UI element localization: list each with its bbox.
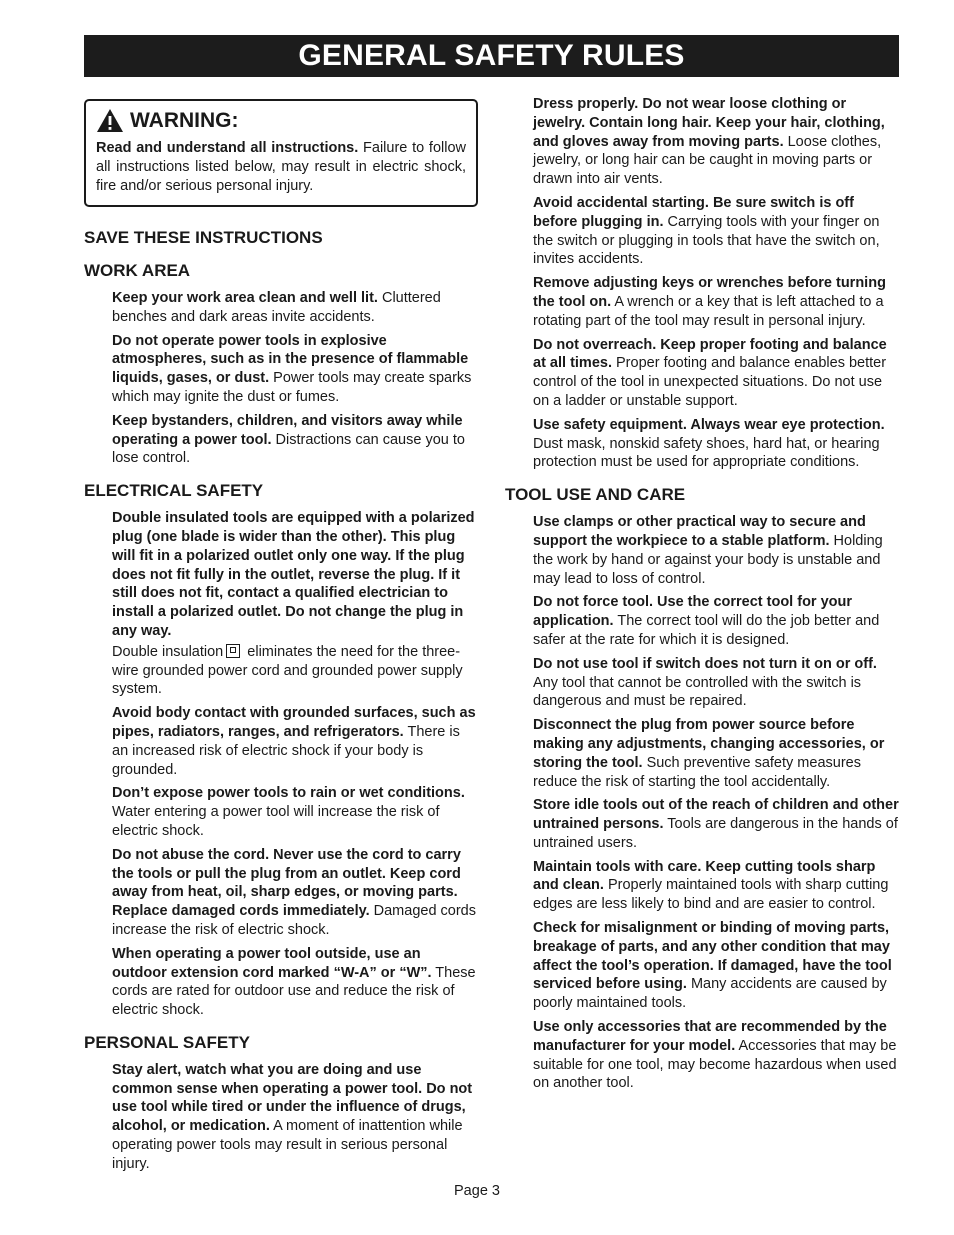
warning-triangle-icon xyxy=(96,108,124,133)
personal-safety-rule: Stay alert, watch what you are doing and use common sense when operating a power tool. Do not use tool while tired or under the influence of drugs, alcohol, or medication. A moment of inattention while operating power tools may result in serious personal injury. xyxy=(112,1061,473,1172)
electrical-rule: Avoid body contact with grounded surfaces, such as pipes, radiators, ranges, and refrigerators. There is an increased risk of electric shock if your body is grounded. xyxy=(112,705,476,778)
page-title: GENERAL SAFETY RULES xyxy=(84,35,899,77)
warning-bold-text: Read and understand all instructions. xyxy=(96,140,359,156)
personal-safety-rule: Avoid accidental starting. Be sure switch is off before plugging in. Carrying tools with your finger on the switch or plugging in tools that have the switch on, invites accidents. xyxy=(533,194,880,268)
tool-use-rule: Check for misalignment or binding of moving parts, breakage of parts, and any other condition that may affect the tool’s operation. If damaged, have the tool serviced before using. Many accidents are caused by poorly maintained tools. xyxy=(533,920,892,1012)
electrical-rule: Do not abuse the cord. Never use the cord to carry the tools or pull the plug from an outlet. Keep cord away from heat, oil, sharp edges, or moving parts. Replace damaged cords immediately. Damaged cords increase the risk of electric shock. xyxy=(112,846,476,938)
work-area-rule: Keep bystanders, children, and visitors away while operating a power tool. Distractions can cause you to lose control. xyxy=(112,412,465,467)
tool-use-rule: Store idle tools out of the reach of children and other untrained persons. Tools are dangerous in the hands of untrained users. xyxy=(533,797,899,851)
personal-safety-rules-left xyxy=(112,1061,478,1174)
work-area-heading: WORK AREA xyxy=(84,261,191,280)
electrical-safety-heading: ELECTRICAL SAFETY xyxy=(84,481,264,501)
tool-use-rule: Do not force tool. Use the correct tool for your application. The correct tool will do the job better and safer at the rate for which it is designed. xyxy=(533,594,880,648)
tool-use-rule: Use only accessories that are recommended by the manufacturer for your model. Accessories that may be suitable for one tool, may become hazardous when used on another tool. xyxy=(533,1019,897,1092)
warning-title: WARNING: xyxy=(130,108,239,132)
double-insulation-note: Double insulation eliminates the need for the three-wire grounded power cord and grounded power supply system. xyxy=(112,643,463,698)
work-area-rule: Do not operate power tools in explosive atmospheres, such as in the presence of flammable liquids, gases, or dust. Power tools may create sparks which may ignite the dust or fumes. xyxy=(112,332,472,405)
personal-safety-rule: Dress properly. Do not wear loose clothing or jewelry. Contain long hair. Keep your hair, clothing, and gloves away from moving parts. Loose clothes, jewelry, or long hair can be caught in moving parts or drawn into air vents. xyxy=(533,96,885,188)
right-column xyxy=(505,95,901,1098)
personal-safety-rule: Remove adjusting keys or wrenches before turning the tool on. A wrench or a key that is left attached to a rotating part of the tool may result in personal injury. xyxy=(533,275,886,329)
tool-use-rules xyxy=(533,513,901,1093)
double-insulated-rule: Double insulated tools are equipped with a polarized plug (one blade is wider than the other). This plug will fit in a polarized outlet only one way. If the plug does not fit fully in the outlet, reverse the plug. If it still does not fit, contact a qualified electrician to install a polarized outlet. Do not change the plug in any way. xyxy=(112,510,475,639)
save-instructions-heading: SAVE THESE INSTRUCTIONS xyxy=(84,228,323,247)
warning-header xyxy=(96,108,466,133)
electrical-rule: Don’t expose power tools to rain or wet conditions. Water entering a power tool will increase the risk of electric shock. xyxy=(112,785,465,839)
work-area-rule: Keep your work area clean and well lit. Cluttered benches and dark areas invite accidents. xyxy=(112,290,441,325)
personal-safety-rule: Do not overreach. Keep proper footing and balance at all times. Proper footing and balance enables better control of the tool in unexpected situations. Do not use on a ladder or unstable support. xyxy=(533,336,887,409)
work-area-rules xyxy=(112,289,478,468)
tool-use-rule: Disconnect the plug from power source before making any adjustments, changing accessories, or storing the tool. Such preventive safety measures reduce the risk of starting the tool accidentally. xyxy=(533,717,885,790)
double-insulation-icon xyxy=(226,644,240,658)
tool-use-rule: Maintain tools with care. Keep cutting tools sharp and clean. Properly maintained tools with sharp cutting edges are less likely to bind and are easier to control. xyxy=(533,858,889,913)
tool-use-heading: TOOL USE AND CARE xyxy=(505,485,686,505)
tool-use-rule: Do not use tool if switch does not turn it on or off. Any tool that cannot be controlled with the switch is dangerous and must be repaired. xyxy=(533,655,877,710)
personal-safety-rule: Use safety equipment. Always wear eye protection. Dust mask, nonskid safety shoes, hard hat, or hearing protection must be used for appropriate conditions. xyxy=(533,416,885,471)
left-column xyxy=(84,99,478,1179)
tool-use-rule: Use clamps or other practical way to secure and support the workpiece to a stable platform. Holding the work by hand or against your body is unstable and may lead to loss of control. xyxy=(533,514,883,587)
warning-body-text: Failure to follow all instructions listed below, may result in electric shock, fire and/or serious personal injury. xyxy=(96,140,466,194)
electrical-rule: When operating a power tool outside, use an outdoor extension cord marked “W-A” or “W”. These cords are rated for outdoor use and reduce the risk of electric shock. xyxy=(112,945,476,1019)
electrical-safety-rules xyxy=(112,509,478,1020)
page-number: Page 3 xyxy=(454,1183,500,1199)
warning-box xyxy=(84,99,478,207)
personal-safety-heading: PERSONAL SAFETY xyxy=(84,1032,250,1052)
warning-text xyxy=(96,139,466,196)
personal-safety-rules-right xyxy=(533,95,901,472)
